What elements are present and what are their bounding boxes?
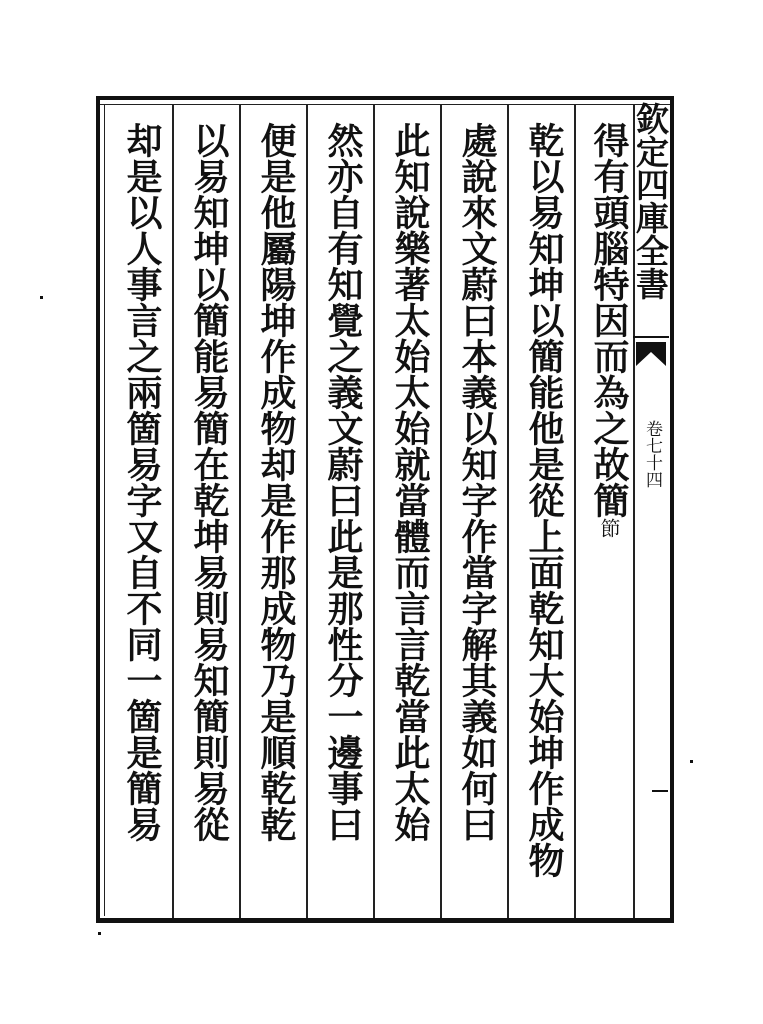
annotation-note: 節 [597,518,621,538]
volume-number: 卷七十四 [642,420,662,488]
text-column-4: 此知說樂著太始太始就當體而言言乾當此太始 [389,122,431,842]
text-column-3: 處說來文蔚曰本義以知字作當字解其義如何曰 [456,122,498,842]
text-column-2: 乾以易知坤以簡能他是從上面乾知大始坤作成物 [523,122,565,878]
frame-left-inner-rule [104,104,105,916]
scan-speck [98,932,101,935]
text-column-5: 然亦自有知覺之義文蔚曰此是那性分一邊事曰 [322,122,364,842]
text-column-8: 却是以人事言之兩箇易字又自不同一箇是簡易 [121,122,163,842]
column-divider [440,104,442,918]
column-divider [239,104,241,918]
text-column-7: 以易知坤以簡能易簡在乾坤易則易知簡則易從 [188,122,230,842]
text-column-1: 得有頭腦特因而為之故簡節 [588,122,630,538]
book-title: 欽定四庫全書 [631,102,670,300]
scan-speck [690,760,693,763]
frame-top-rule [96,96,674,100]
frame-bottom-rule [96,918,674,923]
text-column-6: 便是他屬陽坤作成物却是作那成物乃是順乾乾 [255,122,297,842]
fish-tail-mark-icon [636,340,666,368]
column-divider [373,104,375,918]
frame-top-inner-rule [100,104,670,105]
frame-left-rule [96,96,100,922]
column-divider [172,104,174,918]
scan-speck [40,296,43,299]
frame-right-rule [670,96,674,922]
column-divider [306,104,308,918]
column-divider [507,104,509,918]
margin-tick [652,790,668,792]
